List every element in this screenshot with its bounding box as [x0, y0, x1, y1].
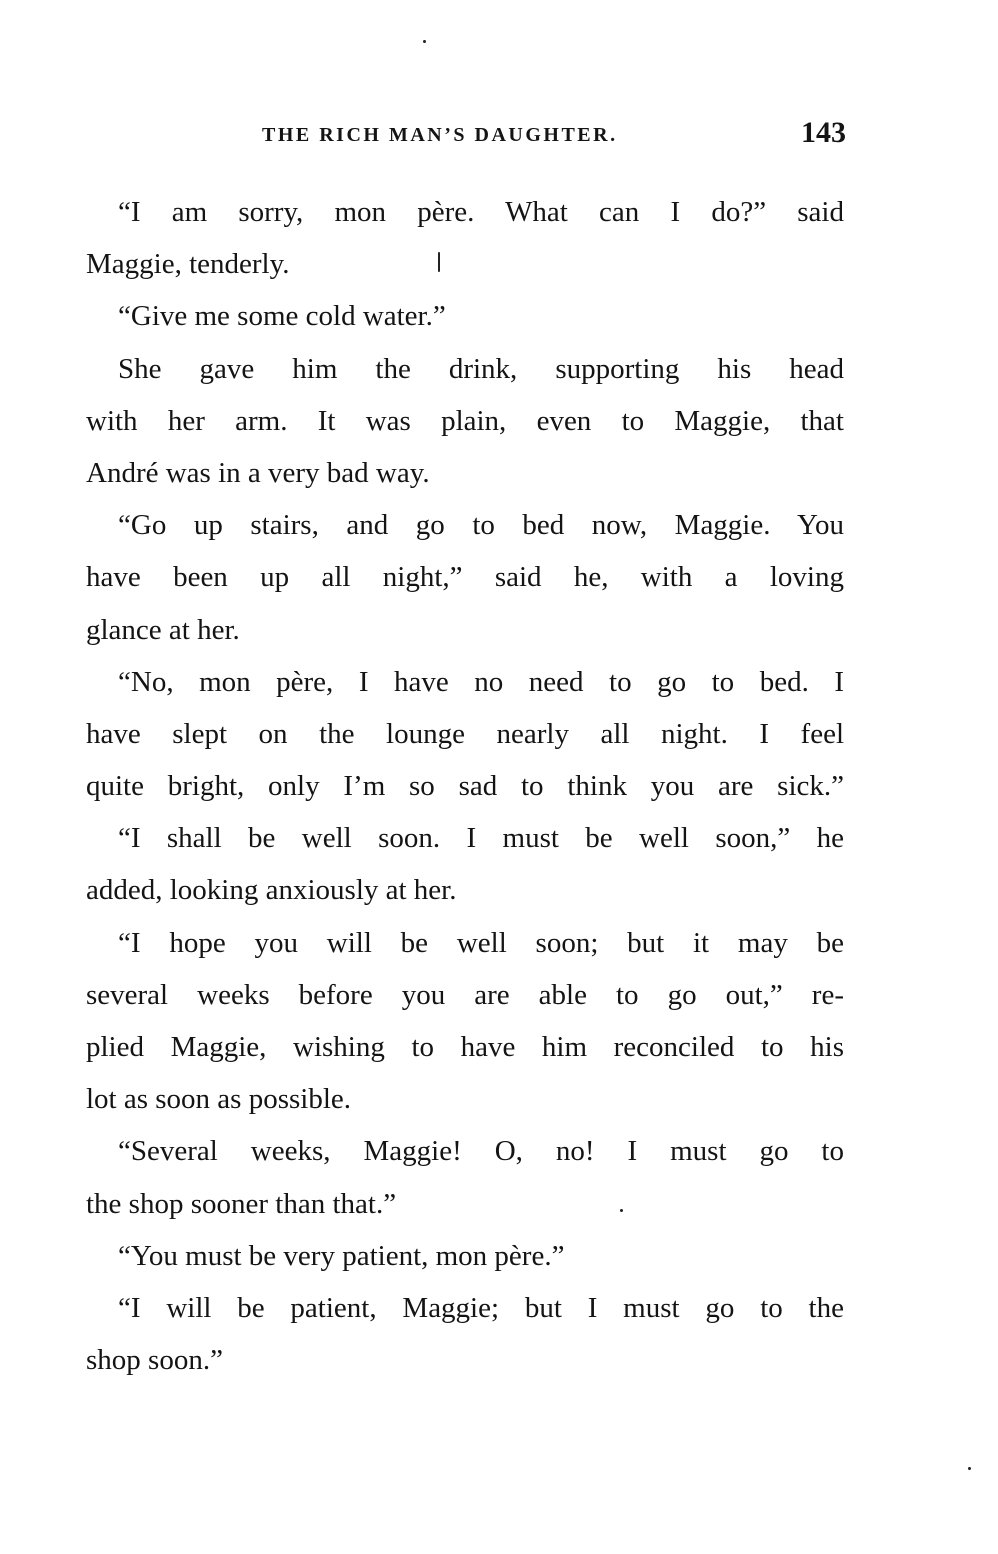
text-line: have been up all night,” said he, with a loving	[86, 561, 844, 594]
text-line: “I will be patient, Maggie; but I must go to the	[118, 1291, 844, 1324]
running-head: THE RICH MAN’S DAUGHTER.	[262, 124, 618, 146]
scan-speck	[423, 40, 426, 43]
text-line: “I shall be well soon. I must be well soon,” he	[118, 822, 844, 855]
text-line: André was in a very bad way.	[86, 456, 430, 489]
text-line: She gave him the drink, supporting his head	[118, 352, 844, 385]
text-line: with her arm. It was plain, even to Maggie, that	[86, 404, 844, 437]
page-number: 143	[801, 116, 846, 149]
text-line: have slept on the lounge nearly all night. I feel	[86, 717, 844, 750]
text-line: “Several weeks, Maggie! O, no! I must go to	[118, 1135, 844, 1168]
text-line: added, looking anxiously at her.	[86, 874, 457, 907]
text-line: the shop sooner than that.”	[86, 1187, 397, 1220]
text-line: “I hope you will be well soon; but it may be	[118, 926, 844, 959]
scan-speck	[438, 252, 440, 272]
page-header	[86, 116, 846, 156]
scan-speck	[968, 1467, 971, 1470]
text-line: “I am sorry, mon père. What can I do?” said	[118, 196, 844, 228]
text-line: quite bright, only I’m so sad to think you are sick.”	[86, 770, 844, 803]
text-line: “No, mon père, I have no need to go to bed. I	[118, 665, 844, 698]
text-line: shop soon.”	[86, 1344, 223, 1377]
text-line: “Give me some cold water.”	[118, 300, 446, 333]
body-text	[86, 186, 844, 1386]
text-line: lot as soon as possible.	[86, 1083, 352, 1116]
text-line: “You must be very patient, mon père.”	[118, 1239, 565, 1272]
text-line: plied Maggie, wishing to have him reconciled to his	[86, 1031, 844, 1063]
text-line: glance at her.	[86, 613, 240, 646]
text-line: several weeks before you are able to go out,” re-	[86, 978, 844, 1011]
text-line: Maggie, tenderly.	[86, 248, 290, 281]
scan-speck	[620, 1209, 623, 1212]
text-line: “Go up stairs, and go to bed now, Maggie. You	[118, 509, 844, 542]
